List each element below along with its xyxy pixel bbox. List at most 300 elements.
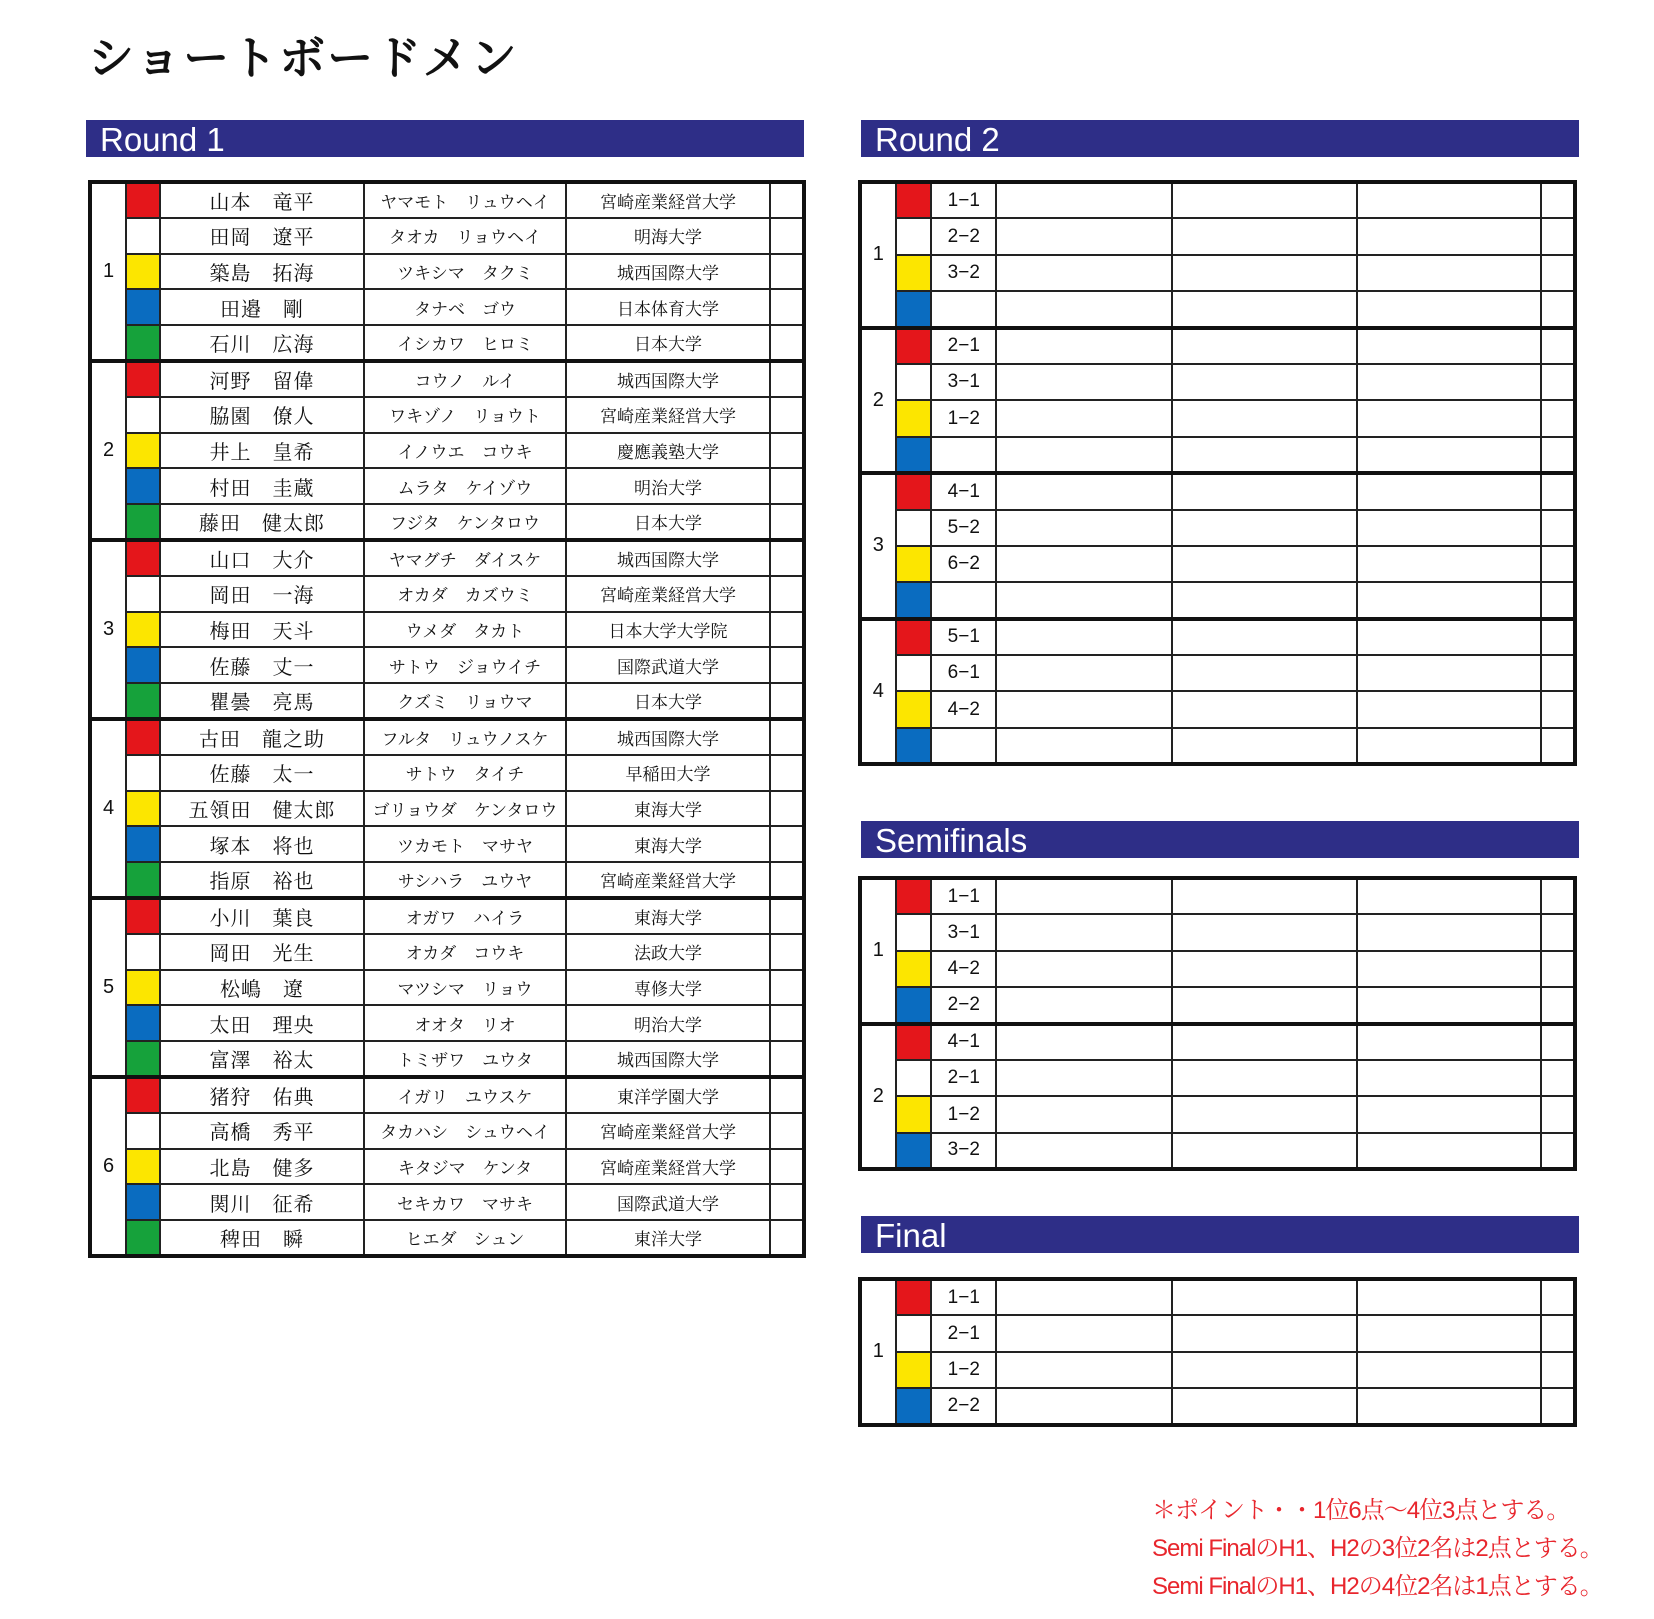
- lane-color-swatch: [896, 1279, 932, 1315]
- blank-cell: [1541, 437, 1575, 473]
- blank-cell: [1172, 218, 1357, 254]
- athlete-name: 田邉 剛: [160, 289, 364, 325]
- athlete-row: [90, 719, 804, 755]
- blank-cell: [996, 364, 1172, 400]
- lane-color-swatch: [126, 468, 160, 504]
- blank-cell: [1541, 400, 1575, 436]
- athlete-kana: ツキシマ タクミ: [364, 254, 566, 290]
- athlete-name: 村田 圭蔵: [160, 468, 364, 504]
- note-line: Semi FinalのH1、H2の4位2名は1点とする。: [1152, 1573, 1603, 1600]
- blank-cell: [1172, 1279, 1357, 1315]
- lane-color-swatch: [126, 791, 160, 827]
- blank-cell: [1357, 364, 1542, 400]
- seed-label: 2−2: [931, 1388, 996, 1424]
- athlete-name: 北島 健多: [160, 1149, 364, 1185]
- lane-color-swatch: [896, 546, 932, 582]
- university: 城西国際大学: [566, 1041, 770, 1077]
- blank-cell: [1541, 951, 1575, 987]
- heat-row: [860, 878, 1575, 914]
- athlete-kana: ヤマモト リュウヘイ: [364, 182, 566, 218]
- athlete-name: 塚本 将也: [160, 826, 364, 862]
- athlete-kana: ヒエダ シュン: [364, 1220, 566, 1256]
- university: 法政大学: [566, 934, 770, 970]
- lane-color-swatch: [896, 1133, 932, 1169]
- university: 明海大学: [566, 218, 770, 254]
- heat-number: 1: [860, 182, 896, 328]
- heat-row: [860, 1133, 1575, 1169]
- lane-color-swatch: [896, 473, 932, 509]
- blank-cell: [1172, 1060, 1357, 1096]
- lane-color-swatch: [126, 1005, 160, 1041]
- athlete-kana: ツカモト マサヤ: [364, 826, 566, 862]
- blank-cell: [996, 1024, 1172, 1060]
- athlete-kana: フルタ リュウノスケ: [364, 719, 566, 755]
- seed-label: 1−1: [931, 1279, 996, 1315]
- blank-cell: [1541, 1279, 1575, 1315]
- blank-cell: [996, 437, 1172, 473]
- athlete-kana: マツシマ リョウ: [364, 970, 566, 1006]
- heat-row: [860, 546, 1575, 582]
- seed-label: 5−2: [931, 510, 996, 546]
- blank-cell: [1357, 987, 1542, 1023]
- athlete-kana: コウノ ルイ: [364, 361, 566, 397]
- heat-row: [860, 255, 1575, 291]
- blank-cell: [1172, 328, 1357, 364]
- university: 宮崎産業経営大学: [566, 1113, 770, 1149]
- athlete-kana: キタジマ ケンタ: [364, 1149, 566, 1185]
- athlete-row: [90, 1220, 804, 1256]
- lane-color-swatch: [896, 728, 932, 764]
- seed-label: 1−2: [931, 1352, 996, 1388]
- blank-cell: [1541, 364, 1575, 400]
- heat-number: 3: [860, 473, 896, 619]
- heat-row: [860, 1352, 1575, 1388]
- athlete-kana: オカダ カズウミ: [364, 576, 566, 612]
- blank-cell: [996, 182, 1172, 218]
- seed-label: 6−2: [931, 546, 996, 582]
- athlete-kana: オガワ ハイラ: [364, 898, 566, 934]
- lane-color-swatch: [896, 364, 932, 400]
- lane-color-swatch: [126, 1184, 160, 1220]
- lane-color-swatch: [126, 433, 160, 469]
- result-cell: [770, 1184, 804, 1220]
- blank-cell: [1172, 1024, 1357, 1060]
- university: 慶應義塾大学: [566, 433, 770, 469]
- heat-row: [860, 400, 1575, 436]
- blank-cell: [1172, 364, 1357, 400]
- athlete-name: 岡田 一海: [160, 576, 364, 612]
- blank-cell: [1541, 1024, 1575, 1060]
- heat-row: [860, 328, 1575, 364]
- athlete-row: [90, 612, 804, 648]
- athlete-kana: ヤマグチ ダイスケ: [364, 540, 566, 576]
- lane-color-swatch: [896, 1024, 932, 1060]
- blank-cell: [996, 218, 1172, 254]
- lane-color-swatch: [896, 691, 932, 727]
- heat-row: [860, 951, 1575, 987]
- blank-cell: [1357, 291, 1542, 327]
- athlete-row: [90, 1077, 804, 1113]
- athlete-name: 田岡 遼平: [160, 218, 364, 254]
- blank-cell: [1541, 691, 1575, 727]
- semifinals-header: Semifinals: [861, 821, 1579, 858]
- university: 東海大学: [566, 791, 770, 827]
- blank-cell: [1357, 655, 1542, 691]
- result-cell: [770, 397, 804, 433]
- blank-cell: [1357, 619, 1542, 655]
- blank-cell: [1357, 1315, 1542, 1351]
- heat-number: 1: [860, 878, 896, 1024]
- blank-cell: [1541, 987, 1575, 1023]
- blank-cell: [1541, 1388, 1575, 1424]
- lane-color-swatch: [896, 655, 932, 691]
- university: 城西国際大学: [566, 719, 770, 755]
- semifinals-table: [858, 876, 1577, 1171]
- athlete-kana: オオタ リオ: [364, 1005, 566, 1041]
- lane-color-swatch: [126, 612, 160, 648]
- lane-color-swatch: [126, 647, 160, 683]
- lane-color-swatch: [896, 510, 932, 546]
- athlete-name: 山本 竜平: [160, 182, 364, 218]
- athlete-name: 藤田 健太郎: [160, 504, 364, 540]
- athlete-row: [90, 1041, 804, 1077]
- lane-color-swatch: [126, 1220, 160, 1256]
- lane-color-swatch: [126, 540, 160, 576]
- lane-color-swatch: [126, 683, 160, 719]
- lane-color-swatch: [126, 826, 160, 862]
- seed-label: 4−2: [931, 951, 996, 987]
- lane-color-swatch: [896, 1352, 932, 1388]
- heat-row: [860, 1096, 1575, 1132]
- blank-cell: [996, 255, 1172, 291]
- athlete-row: [90, 540, 804, 576]
- university: 明治大学: [566, 1005, 770, 1041]
- blank-cell: [1357, 914, 1542, 950]
- blank-cell: [1541, 1060, 1575, 1096]
- lane-color-swatch: [896, 1315, 932, 1351]
- blank-cell: [1357, 182, 1542, 218]
- heat-row: [860, 691, 1575, 727]
- blank-cell: [1172, 878, 1357, 914]
- result-cell: [770, 1041, 804, 1077]
- final-header: Final: [861, 1216, 1579, 1253]
- final-table: [858, 1277, 1577, 1427]
- athlete-kana: イガリ ユウスケ: [364, 1077, 566, 1113]
- blank-cell: [996, 1352, 1172, 1388]
- round2-table: [858, 180, 1577, 766]
- heat-row: [860, 987, 1575, 1023]
- blank-cell: [1172, 987, 1357, 1023]
- lane-color-swatch: [896, 182, 932, 218]
- result-cell: [770, 218, 804, 254]
- lane-color-swatch: [126, 576, 160, 612]
- heat-row: [860, 1024, 1575, 1060]
- page-title: ショートボードメン: [88, 31, 519, 85]
- athlete-row: [90, 755, 804, 791]
- blank-cell: [1172, 951, 1357, 987]
- lane-color-swatch: [896, 291, 932, 327]
- blank-cell: [996, 546, 1172, 582]
- university: 宮崎産業経営大学: [566, 1149, 770, 1185]
- university: 日本体育大学: [566, 289, 770, 325]
- blank-cell: [1357, 328, 1542, 364]
- athlete-row: [90, 1149, 804, 1185]
- blank-cell: [1172, 1096, 1357, 1132]
- heat-row: [860, 619, 1575, 655]
- lane-color-swatch: [126, 361, 160, 397]
- lane-color-swatch: [896, 987, 932, 1023]
- blank-cell: [1541, 328, 1575, 364]
- blank-cell: [996, 1388, 1172, 1424]
- result-cell: [770, 1113, 804, 1149]
- blank-cell: [996, 878, 1172, 914]
- athlete-name: 石川 広海: [160, 325, 364, 361]
- athlete-row: [90, 791, 804, 827]
- heat-row: [860, 1279, 1575, 1315]
- blank-cell: [996, 510, 1172, 546]
- lane-color-swatch: [126, 1077, 160, 1113]
- result-cell: [770, 683, 804, 719]
- blank-cell: [1172, 1388, 1357, 1424]
- athlete-row: [90, 504, 804, 540]
- blank-cell: [996, 400, 1172, 436]
- blank-cell: [996, 1279, 1172, 1315]
- result-cell: [770, 540, 804, 576]
- blank-cell: [1172, 728, 1357, 764]
- athlete-name: 稗田 瞬: [160, 1220, 364, 1256]
- result-cell: [770, 826, 804, 862]
- heat-row: [860, 728, 1575, 764]
- athlete-kana: イシカワ ヒロミ: [364, 325, 566, 361]
- result-cell: [770, 468, 804, 504]
- seed-label: 4−2: [931, 691, 996, 727]
- blank-cell: [1357, 255, 1542, 291]
- blank-cell: [1541, 218, 1575, 254]
- lane-color-swatch: [896, 1388, 932, 1424]
- athlete-name: 五領田 健太郎: [160, 791, 364, 827]
- athlete-row: [90, 218, 804, 254]
- lane-color-swatch: [896, 437, 932, 473]
- university: 日本大学: [566, 504, 770, 540]
- heat-number: 2: [860, 1024, 896, 1170]
- university: 早稲田大学: [566, 755, 770, 791]
- athlete-row: [90, 397, 804, 433]
- athlete-kana: サトウ タイチ: [364, 755, 566, 791]
- lane-color-swatch: [126, 1113, 160, 1149]
- lane-color-swatch: [126, 970, 160, 1006]
- heat-row: [860, 473, 1575, 509]
- seed-label: [931, 582, 996, 618]
- blank-cell: [1357, 1388, 1542, 1424]
- athlete-name: 瞿曇 亮馬: [160, 683, 364, 719]
- athlete-row: [90, 325, 804, 361]
- athlete-row: [90, 826, 804, 862]
- lane-color-swatch: [896, 328, 932, 364]
- athlete-name: 古田 龍之助: [160, 719, 364, 755]
- heat-row: [860, 1315, 1575, 1351]
- university: 東海大学: [566, 898, 770, 934]
- heat-number: 3: [90, 540, 126, 719]
- result-cell: [770, 182, 804, 218]
- result-cell: [770, 1077, 804, 1113]
- lane-color-swatch: [896, 1096, 932, 1132]
- heat-row: [860, 582, 1575, 618]
- seed-label: 1−2: [931, 1096, 996, 1132]
- blank-cell: [1541, 582, 1575, 618]
- heat-row: [860, 655, 1575, 691]
- university: 明治大学: [566, 468, 770, 504]
- university: 日本大学: [566, 325, 770, 361]
- athlete-name: 築島 拓海: [160, 254, 364, 290]
- lane-color-swatch: [896, 1060, 932, 1096]
- blank-cell: [1541, 728, 1575, 764]
- blank-cell: [1541, 619, 1575, 655]
- blank-cell: [996, 473, 1172, 509]
- heat-row: [860, 437, 1575, 473]
- blank-cell: [1541, 546, 1575, 582]
- blank-cell: [1357, 582, 1542, 618]
- result-cell: [770, 898, 804, 934]
- seed-label: 1−1: [931, 878, 996, 914]
- blank-cell: [1172, 291, 1357, 327]
- round2-header: Round 2: [861, 120, 1579, 157]
- blank-cell: [1541, 291, 1575, 327]
- athlete-name: 山口 大介: [160, 540, 364, 576]
- athlete-name: 小川 葉良: [160, 898, 364, 934]
- result-cell: [770, 612, 804, 648]
- university: 城西国際大学: [566, 361, 770, 397]
- blank-cell: [1172, 546, 1357, 582]
- lane-color-swatch: [126, 1041, 160, 1077]
- seed-label: 3−1: [931, 364, 996, 400]
- lane-color-swatch: [126, 218, 160, 254]
- seed-label: 2−1: [931, 1060, 996, 1096]
- heat-row: [860, 218, 1575, 254]
- university: 東洋学園大学: [566, 1077, 770, 1113]
- heat-number: 1: [90, 182, 126, 361]
- athlete-kana: タオカ リョウヘイ: [364, 218, 566, 254]
- athlete-kana: フジタ ケンタロウ: [364, 504, 566, 540]
- blank-cell: [996, 1133, 1172, 1169]
- seed-label: [931, 728, 996, 764]
- blank-cell: [996, 728, 1172, 764]
- blank-cell: [996, 291, 1172, 327]
- athlete-name: 岡田 光生: [160, 934, 364, 970]
- blank-cell: [1172, 255, 1357, 291]
- university: 城西国際大学: [566, 540, 770, 576]
- athlete-kana: ワキゾノ リョウト: [364, 397, 566, 433]
- athlete-name: 脇園 僚人: [160, 397, 364, 433]
- blank-cell: [1357, 1279, 1542, 1315]
- athlete-row: [90, 683, 804, 719]
- athlete-row: [90, 182, 804, 218]
- athlete-row: [90, 289, 804, 325]
- university: 国際武道大学: [566, 647, 770, 683]
- blank-cell: [1172, 914, 1357, 950]
- blank-cell: [1357, 878, 1542, 914]
- university: 宮崎産業経営大学: [566, 576, 770, 612]
- lane-color-swatch: [126, 1149, 160, 1185]
- blank-cell: [1541, 182, 1575, 218]
- heat-number: 6: [90, 1077, 126, 1256]
- athlete-name: 佐藤 太一: [160, 755, 364, 791]
- result-cell: [770, 1220, 804, 1256]
- result-cell: [770, 647, 804, 683]
- university: 日本大学: [566, 683, 770, 719]
- blank-cell: [996, 655, 1172, 691]
- university: 東海大学: [566, 826, 770, 862]
- blank-cell: [1357, 1024, 1542, 1060]
- athlete-name: 河野 留偉: [160, 361, 364, 397]
- lane-color-swatch: [126, 898, 160, 934]
- seed-label: 4−1: [931, 1024, 996, 1060]
- heat-number: 5: [90, 898, 126, 1077]
- athlete-kana: ムラタ ケイゾウ: [364, 468, 566, 504]
- athlete-kana: サシハラ ユウヤ: [364, 862, 566, 898]
- blank-cell: [1172, 691, 1357, 727]
- blank-cell: [996, 1060, 1172, 1096]
- result-cell: [770, 1149, 804, 1185]
- athlete-row: [90, 468, 804, 504]
- heat-row: [860, 182, 1575, 218]
- blank-cell: [1172, 473, 1357, 509]
- athlete-row: [90, 898, 804, 934]
- seed-label: 3−2: [931, 255, 996, 291]
- athlete-name: 佐藤 丈一: [160, 647, 364, 683]
- athlete-row: [90, 254, 804, 290]
- heat-number: 4: [90, 719, 126, 898]
- scoring-notes: [1152, 1492, 1603, 1606]
- athlete-kana: オカダ コウキ: [364, 934, 566, 970]
- lane-color-swatch: [126, 862, 160, 898]
- result-cell: [770, 361, 804, 397]
- athlete-kana: タナベ ゴウ: [364, 289, 566, 325]
- athlete-kana: イノウエ コウキ: [364, 433, 566, 469]
- blank-cell: [996, 582, 1172, 618]
- athlete-kana: タカハシ シュウヘイ: [364, 1113, 566, 1149]
- heat-number: 2: [860, 328, 896, 474]
- heat-number: 4: [860, 619, 896, 765]
- blank-cell: [1357, 728, 1542, 764]
- seed-label: 3−2: [931, 1133, 996, 1169]
- blank-cell: [1172, 182, 1357, 218]
- blank-cell: [1172, 1352, 1357, 1388]
- seed-label: 2−1: [931, 328, 996, 364]
- blank-cell: [1172, 619, 1357, 655]
- university: 宮崎産業経営大学: [566, 182, 770, 218]
- result-cell: [770, 934, 804, 970]
- athlete-name: 関川 征希: [160, 1184, 364, 1220]
- seed-label: 5−1: [931, 619, 996, 655]
- lane-color-swatch: [896, 878, 932, 914]
- athlete-name: 太田 理央: [160, 1005, 364, 1041]
- blank-cell: [1172, 655, 1357, 691]
- seed-label: 1−1: [931, 182, 996, 218]
- lane-color-swatch: [126, 504, 160, 540]
- heat-row: [860, 1388, 1575, 1424]
- blank-cell: [996, 328, 1172, 364]
- seed-label: 2−2: [931, 218, 996, 254]
- university: 東洋大学: [566, 1220, 770, 1256]
- result-cell: [770, 970, 804, 1006]
- result-cell: [770, 254, 804, 290]
- blank-cell: [1357, 951, 1542, 987]
- result-cell: [770, 433, 804, 469]
- athlete-row: [90, 433, 804, 469]
- athlete-kana: クズミ リョウマ: [364, 683, 566, 719]
- lane-color-swatch: [896, 619, 932, 655]
- blank-cell: [1172, 437, 1357, 473]
